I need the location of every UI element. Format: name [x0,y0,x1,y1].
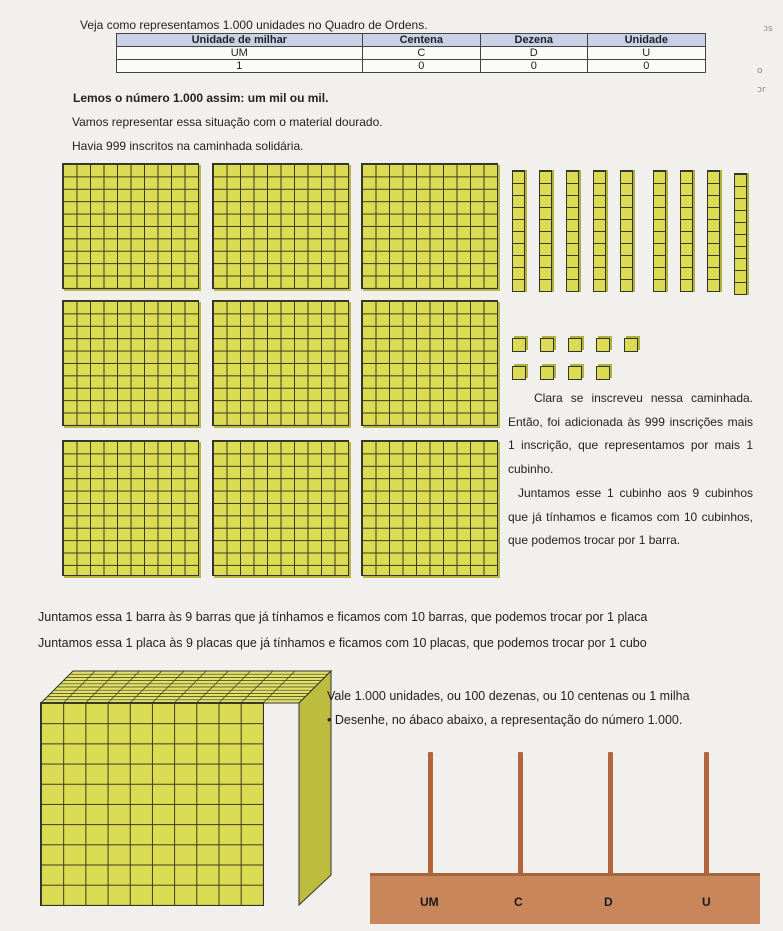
table-cell: D [481,47,588,60]
table-cell: 1 [117,60,363,73]
intro-text: Veja como representamos 1.000 unidades no Quadro de Ordens. [80,18,428,32]
abacus-label-c: C [514,895,523,909]
unit-cube [512,366,526,380]
rod-block [566,170,579,292]
header-dezena: Dezena [481,34,588,47]
table-cell: 0 [362,60,480,73]
unit-cube [596,338,610,352]
flat-block [62,300,199,426]
table-cell: 0 [587,60,705,73]
table-cell: U [587,47,705,60]
story-paragraph-2: Juntamos esse 1 cubinho aos 9 cubinhos que já tínhamos e ficamos com 10 cubinhos, que podemos trocar por 1 barra. [508,486,753,547]
rod-block [680,170,693,292]
desenhe-text: • Desenhe, no ábaco abaixo, a representação do número 1.000. [327,713,683,727]
rod-block [707,170,720,292]
abacus-rod-um[interactable] [428,752,433,874]
order-table [116,33,706,73]
story-paragraph-1: Clara se inscreveu nessa caminhada. Então, foi adicionada às 999 inscrições mais 1 inscrição, que representamos por mais 1 cubinho. [508,391,753,476]
rod-block [620,170,633,292]
abacus-rod-u[interactable] [704,752,709,874]
table-row [117,47,706,60]
corner-mark: ɔs [763,24,773,34]
unit-cube [512,338,526,352]
rod-block [653,170,666,292]
flat-block [62,163,199,289]
abacus-label-d: D [604,895,613,909]
barras-line: Juntamos essa 1 barra às 9 barras que já tínhamos e ficamos com 10 barras, que podemos trocar por 1 placa [38,610,648,624]
side-mark: o [757,66,763,76]
flat-block [212,300,349,426]
unit-cube [540,338,554,352]
rod-block [734,173,747,295]
thousand-cube-front [40,702,264,906]
table-cell: 0 [481,60,588,73]
placas-line: Juntamos essa 1 placa às 9 placas que já tínhamos e ficamos com 10 placas, que podemos trocar por 1 cubo [38,636,647,650]
flat-block [212,440,349,576]
unit-cube [540,366,554,380]
instruction-text: Vamos representar essa situação com o material dourado. [72,115,383,129]
abacus-label-um: UM [420,895,439,909]
header-unidade: Unidade [587,34,705,47]
flat-block [62,440,199,576]
unit-cube [568,338,582,352]
table-cell: C [362,47,480,60]
table-row [117,60,706,73]
table-cell: UM [117,47,363,60]
rod-block [512,170,525,292]
flat-block [212,163,349,289]
flat-block [361,300,498,426]
side-mark: ɔr [757,85,766,95]
abacus-label-u: U [702,895,711,909]
flat-block [361,440,498,576]
flat-block [361,163,498,289]
rod-block [593,170,606,292]
reading-text: Lemos o número 1.000 assim: um mil ou mil. [73,91,329,105]
abacus-rod-d[interactable] [608,752,613,874]
rod-block [539,170,552,292]
unit-cube [596,366,610,380]
abacus-rod-c[interactable] [518,752,523,874]
unit-cube [568,366,582,380]
header-unidade-de-milhar: Unidade de milhar [117,34,363,47]
statement-text: Havia 999 inscritos na caminhada solidária. [72,139,304,153]
unit-cube [624,338,638,352]
header-centena: Centena [362,34,480,47]
vale-text: Vale 1.000 unidades, ou 100 dezenas, ou 10 centenas ou 1 milha [327,689,690,703]
